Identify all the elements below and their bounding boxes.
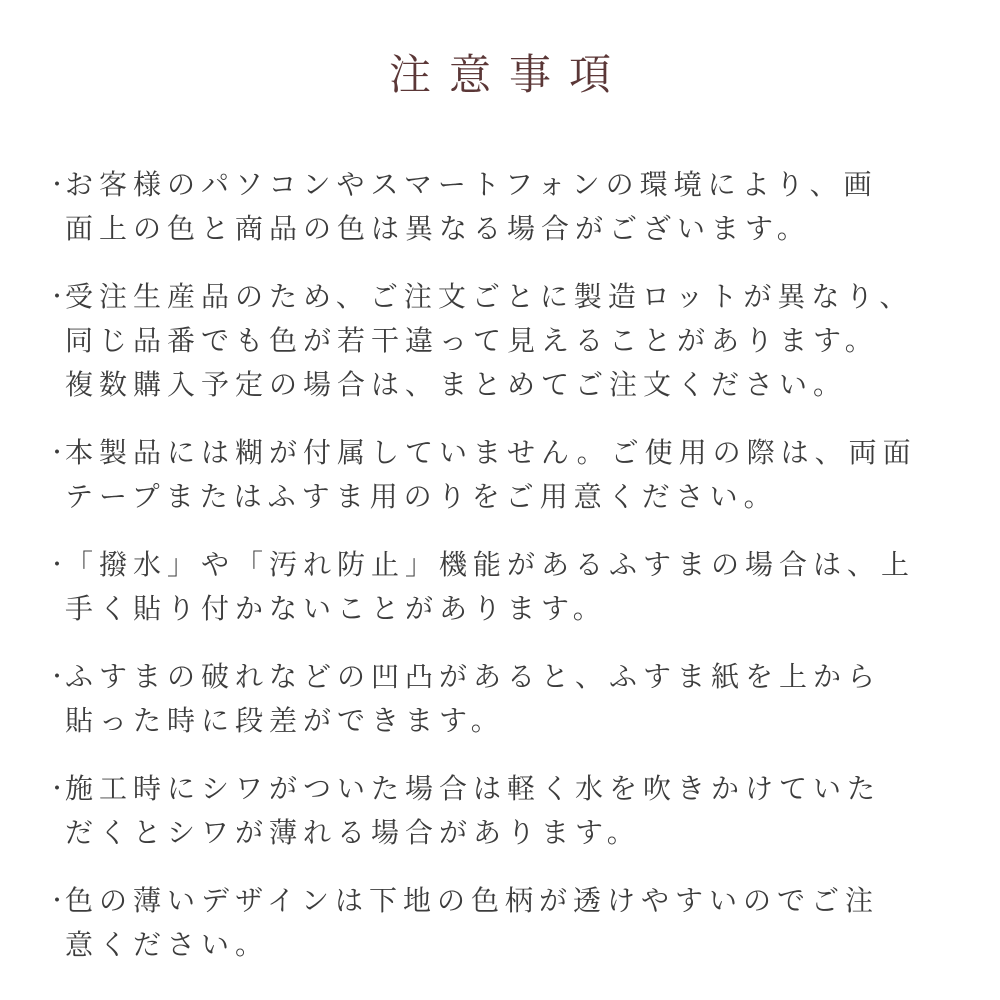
note-line: お客様のパソコンやスマートフォンの環境により、画 (65, 169, 878, 200)
note-line: 受注生産品のため、ご注文ごとに製造ロットが異なり、 (65, 281, 914, 312)
bullet-icon: ・ (46, 284, 69, 309)
note-line: 手く貼り付かないことがあります。 (65, 593, 607, 624)
note-line: 「撥水」や「汚れ防止」機能があるふすまの場合は、上 (65, 549, 916, 580)
bullet-icon: ・ (46, 552, 69, 577)
bullet-icon: ・ (46, 776, 69, 801)
note-line: だくとシワが薄れる場合があります。 (65, 817, 641, 848)
page-title: 注意事項 (388, 51, 629, 98)
note-line: 複数購入予定の場合は、まとめてご注文ください。 (65, 369, 848, 400)
note-item (48, 543, 952, 631)
note-item (48, 431, 952, 519)
bullet-icon: ・ (46, 888, 69, 913)
note-line: テープまたはふすま用のりをご用意ください。 (65, 481, 778, 512)
bullet-icon: ・ (46, 664, 69, 689)
notes-list (48, 163, 952, 967)
note-line: 同じ品番でも色が若干違って見えることがあります。 (65, 325, 879, 356)
note-line: 貼った時に段差ができます。 (65, 705, 505, 736)
bullet-icon: ・ (46, 172, 69, 197)
note-item (48, 879, 952, 967)
bullet-icon: ・ (46, 440, 69, 465)
note-line: ふすまの破れなどの凹凸があると、ふすま紙を上から (65, 661, 882, 692)
note-line: 施工時にシワがついた場合は軽く水を吹きかけていた (65, 773, 882, 804)
note-item (48, 655, 952, 743)
note-item (48, 163, 952, 251)
note-item (48, 767, 952, 855)
note-line: 本製品には糊が付属していません。ご使用の際は、両面 (65, 437, 917, 468)
note-line: 面上の色と商品の色は異なる場合がございます。 (65, 213, 811, 244)
note-item (48, 275, 952, 407)
note-line: 色の薄いデザインは下地の色柄が透けやすいのでご注 (65, 885, 880, 916)
note-line: 意ください。 (65, 929, 270, 960)
